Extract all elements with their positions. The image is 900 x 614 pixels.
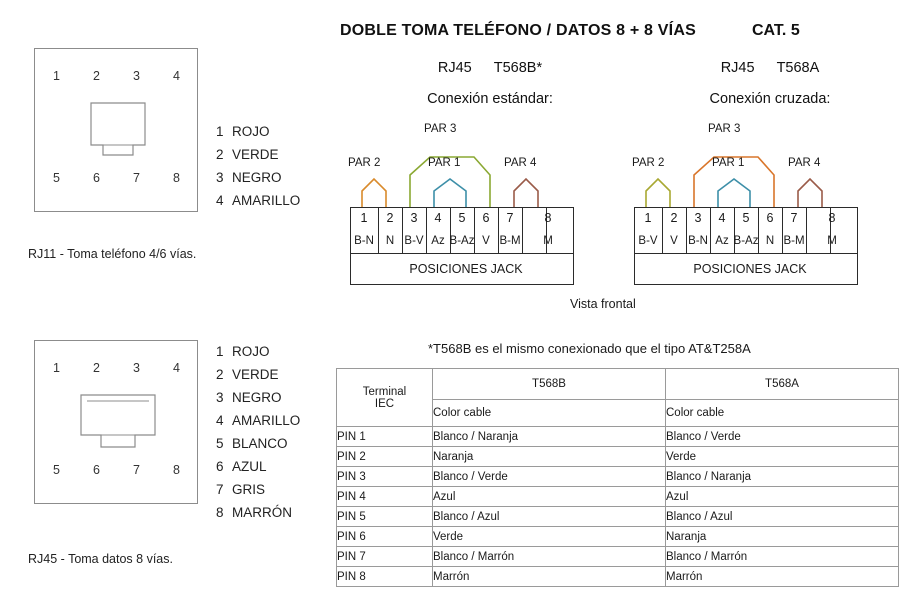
row-pin-label: PIN 2 [337, 447, 433, 467]
legend-color: GRIS [232, 482, 266, 497]
rj11-bottom-num-7: 7 [133, 171, 140, 185]
t568a-jack-diagram [630, 123, 870, 285]
t568b-pin-num-3: 3 [410, 211, 418, 225]
t568b-pin-num-5: 5 [458, 211, 466, 225]
t568a-pin-num-5: 5 [742, 211, 750, 225]
t568a-pin-code-6: N [765, 235, 775, 247]
row-pin-label: PIN 1 [337, 427, 433, 447]
row-t568a-value: Blanco / Marrón [666, 547, 899, 567]
row-pin-label: PIN 7 [337, 547, 433, 567]
rj11-top-num-3: 3 [133, 69, 140, 83]
table-header-t568b: T568B [433, 369, 666, 400]
legend-item [216, 143, 300, 166]
t568a-pair-label-par1: PAR 1 [712, 157, 745, 169]
t568b-pair-label-par3: PAR 3 [424, 123, 457, 135]
row-t568b-value: Blanco / Azul [433, 507, 666, 527]
row-pin-label: PIN 5 [337, 507, 433, 527]
legend-index: 4 [216, 413, 224, 428]
t568b-pin-code-6: V [482, 235, 490, 247]
t568a-pin-code-8: M [827, 235, 837, 247]
t568b-pin-code-7: B-M [499, 235, 521, 247]
rj11-color-legend [216, 120, 300, 212]
legend-item [216, 340, 300, 363]
legend-item [216, 432, 300, 455]
t568a-pin-num-8: 8 [828, 211, 836, 225]
t568a-heading [650, 60, 890, 76]
rj45-top-num-2: 2 [93, 361, 100, 375]
rj45-bottom-num-5: 5 [53, 463, 60, 477]
t568b-pin-code-2: N [385, 235, 395, 247]
t568b-pin-num-6: 6 [482, 211, 490, 225]
t568a-pin-code-4: Az [715, 235, 729, 247]
rj45-plug-icon [79, 393, 157, 451]
t568a-pin-code-1: B-V [638, 235, 658, 247]
rj45-bottom-num-8: 8 [173, 463, 180, 477]
legend-color: AMARILLO [232, 193, 301, 208]
rj45-top-num-3: 3 [133, 361, 140, 375]
legend-item [216, 409, 300, 432]
legend-index: 2 [216, 147, 224, 162]
t568b-jack-diagram [346, 123, 586, 285]
t568b-pair-label-par4: PAR 4 [504, 157, 537, 169]
legend-color: NEGRO [232, 170, 282, 185]
t568a-pair-label-par2: PAR 2 [632, 157, 665, 169]
table-row [337, 507, 899, 527]
page-title: DOBLE TOMA TELÉFONO / DATOS 8 + 8 VÍAS [340, 22, 696, 39]
t568b-jack-caption: POSICIONES JACK [409, 262, 523, 276]
legend-color: ROJO [232, 124, 270, 139]
rj11-bottom-num-5: 5 [53, 171, 60, 185]
rj45-bottom-num-7: 7 [133, 463, 140, 477]
t568b-pair-label-par1: PAR 1 [428, 157, 461, 169]
t568a-pair-label-par3: PAR 3 [708, 123, 741, 135]
legend-item [216, 501, 300, 524]
t568a-pin-num-3: 3 [694, 211, 702, 225]
rj11-top-num-1: 1 [53, 69, 60, 83]
row-t568b-value: Verde [433, 527, 666, 547]
table-header-terminal [337, 369, 433, 427]
t568b-pin-num-4: 4 [434, 211, 442, 225]
legend-item [216, 455, 300, 478]
legend-color: AMARILLO [232, 413, 301, 428]
row-t568a-value: Azul [666, 487, 899, 507]
t568a-pin-num-2: 2 [670, 211, 678, 225]
t568a-pin-num-6: 6 [766, 211, 774, 225]
rj11-jack-illustration [34, 48, 198, 212]
rj11-top-num-2: 2 [93, 69, 100, 83]
table-row [337, 487, 899, 507]
table-row [337, 527, 899, 547]
row-t568a-value: Blanco / Verde [666, 427, 899, 447]
row-t568b-value: Azul [433, 487, 666, 507]
row-pin-label: PIN 4 [337, 487, 433, 507]
legend-index: 5 [216, 436, 224, 451]
t568a-heading-std: T568A [776, 60, 820, 76]
row-t568a-value: Marrón [666, 567, 899, 587]
t568b-heading-std: T568B* [493, 60, 543, 76]
table-row [337, 427, 899, 447]
t568b-connection-label: Conexión estándar: [427, 91, 553, 107]
t568b-pin-code-8: M [543, 235, 553, 247]
row-t568b-value: Marrón [433, 567, 666, 587]
t568b-pin-num-8: 8 [544, 211, 552, 225]
rj45-jack-illustration [34, 340, 198, 504]
row-t568b-value: Blanco / Naranja [433, 427, 666, 447]
legend-item [216, 386, 300, 409]
terminal-header-line1: Terminal [362, 385, 407, 398]
t568a-pin-row-separator [634, 253, 858, 254]
table-header-row [337, 369, 899, 400]
row-t568a-value: Verde [666, 447, 899, 467]
rj45-bottom-num-6: 6 [93, 463, 100, 477]
footnote-t568b: *T568B es el mismo conexionado que el tipo AT&T258A [428, 341, 751, 356]
legend-item [216, 478, 300, 501]
t568a-pin-code-7: B-M [783, 235, 805, 247]
row-t568b-value: Blanco / Verde [433, 467, 666, 487]
t568a-pin-code-5: B-Az [733, 235, 759, 247]
t568a-pin-code-3: B-N [688, 235, 708, 247]
terminal-header-line2: IEC [374, 397, 395, 410]
table-row [337, 467, 899, 487]
t568a-jack-caption: POSICIONES JACK [693, 262, 807, 276]
legend-color: ROJO [232, 344, 270, 359]
t568a-connection-label: Conexión cruzada: [709, 91, 831, 107]
row-t568a-value: Blanco / Naranja [666, 467, 899, 487]
row-t568b-value: Blanco / Marrón [433, 547, 666, 567]
legend-index: 3 [216, 390, 224, 405]
table-header-t568a: T568A [666, 369, 899, 400]
table-row [337, 547, 899, 567]
row-pin-label: PIN 6 [337, 527, 433, 547]
t568b-pin-num-2: 2 [386, 211, 394, 225]
legend-item [216, 363, 300, 386]
t568b-pin-num-7: 7 [506, 211, 514, 225]
table-subheader-color-a: Color cable [666, 400, 899, 427]
legend-color: AZUL [232, 459, 267, 474]
t568b-heading-rj45: RJ45 [437, 60, 472, 76]
legend-index: 1 [216, 344, 224, 359]
t568b-pair-label-par2: PAR 2 [348, 157, 381, 169]
category-label: CAT. 5 [752, 22, 800, 39]
legend-index: 1 [216, 124, 224, 139]
t568b-pin-code-1: B-N [354, 235, 374, 247]
t568b-heading [370, 60, 610, 76]
rj45-top-num-1: 1 [53, 361, 60, 375]
legend-index: 2 [216, 367, 224, 382]
legend-color: NEGRO [232, 390, 282, 405]
rj11-caption: RJ11 - Toma teléfono 4/6 vías. [28, 247, 197, 261]
rj45-top-num-4: 4 [173, 361, 180, 375]
table-row [337, 447, 899, 467]
t568a-pin-code-2: V [670, 235, 678, 247]
legend-item [216, 120, 300, 143]
t568a-pair-label-par4: PAR 4 [788, 157, 821, 169]
t568b-pin-row-separator [350, 253, 574, 254]
legend-index: 6 [216, 459, 224, 474]
legend-item [216, 166, 300, 189]
t568a-heading-rj45: RJ45 [720, 60, 755, 76]
legend-index: 3 [216, 170, 224, 185]
legend-index: 8 [216, 505, 224, 520]
rj45-caption: RJ45 - Toma datos 8 vías. [28, 552, 173, 566]
legend-color: VERDE [232, 367, 279, 382]
rj11-bottom-num-6: 6 [93, 171, 100, 185]
t568a-pin-num-1: 1 [644, 211, 652, 225]
row-t568a-value: Naranja [666, 527, 899, 547]
legend-color: MARRÓN [232, 505, 292, 520]
row-t568a-value: Blanco / Azul [666, 507, 899, 527]
table-subheader-color-b: Color cable [433, 400, 666, 427]
rj11-top-num-4: 4 [173, 69, 180, 83]
row-pin-label: PIN 3 [337, 467, 433, 487]
rj45-color-legend [216, 340, 300, 524]
rj11-plug-icon [87, 101, 149, 159]
t568b-pin-code-5: B-Az [449, 235, 475, 247]
t568b-pin-code-3: B-V [404, 235, 424, 247]
row-t568b-value: Naranja [433, 447, 666, 467]
row-pin-label: PIN 8 [337, 567, 433, 587]
t568a-pin-num-7: 7 [790, 211, 798, 225]
legend-item [216, 189, 300, 212]
rj11-bottom-num-8: 8 [173, 171, 180, 185]
legend-color: VERDE [232, 147, 279, 162]
legend-index: 7 [216, 482, 224, 497]
t568b-pin-num-1: 1 [360, 211, 368, 225]
legend-color: BLANCO [232, 436, 288, 451]
front-view-label: Vista frontal [570, 297, 636, 311]
table-row [337, 567, 899, 587]
wiring-table [336, 368, 899, 587]
t568a-pin-num-4: 4 [718, 211, 726, 225]
t568b-pin-code-4: Az [431, 235, 445, 247]
legend-index: 4 [216, 193, 224, 208]
